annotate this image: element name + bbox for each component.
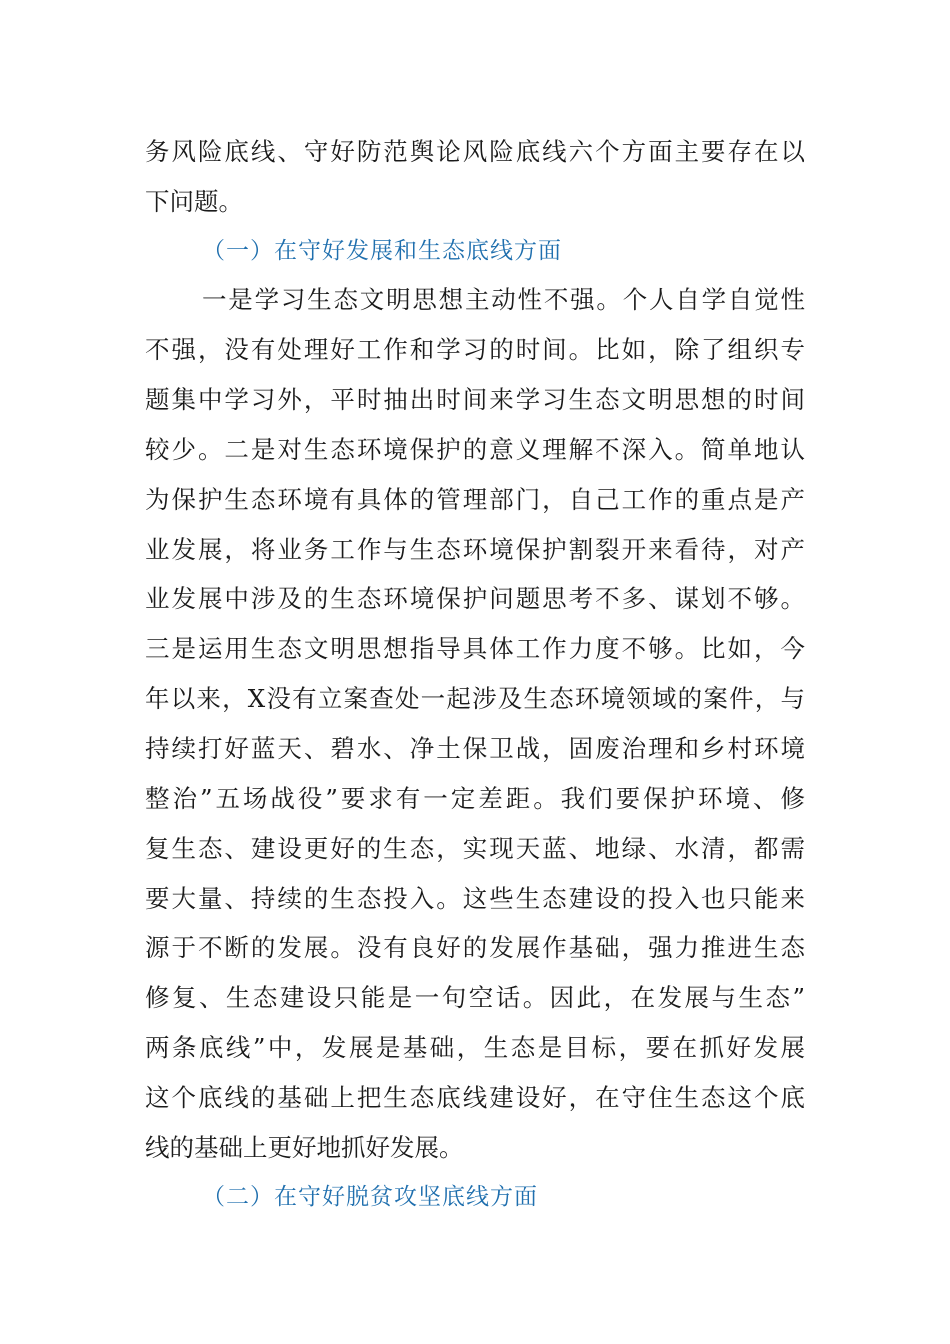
body-line-6: 较少。二是对生态环境保护的意义理解不深入。简单地认 [145,435,805,464]
body-line-16: 源于不断的发展。没有良好的发展作基础，强力推进生态 [145,933,805,962]
body-line-4: 不强，没有处理好工作和学习的时间。比如，除了组织专 [145,335,805,364]
body-line-2: 下问题。 [145,187,243,216]
section-heading-1: （一）在守好发展和生态底线方面 [202,238,562,264]
section-heading-2: （二）在守好脱贫攻坚底线方面 [202,1184,538,1210]
body-line-8: 业发展，将业务工作与生态环境保护割裂开来看待，对产 [145,535,805,564]
body-line-14: 复生态、建设更好的生态，实现天蓝、地绿、水清，都需 [145,834,805,863]
body-line-5: 题集中学习外，平时抽出时间来学习生态文明思想的时间 [145,385,805,414]
body-line-18: 两条底线”中，发展是基础，生态是目标，要在抓好发展 [145,1033,805,1062]
body-line-17: 修复、生态建设只能是一句空话。因此，在发展与生态” [145,983,805,1012]
body-line-19: 这个底线的基础上把生态底线建设好，在守住生态这个底 [145,1083,805,1112]
body-line-15: 要大量、持续的生态投入。这些生态建设的投入也只能来 [145,884,805,913]
body-line-1: 务风险底线、守好防范舆论风险底线六个方面主要存在以 [145,137,805,166]
body-line-13: 整治”五场战役”要求有一定差距。我们要保护环境、修 [145,784,805,813]
body-line-20: 线的基础上更好地抓好发展。 [145,1133,464,1162]
body-line-12: 持续打好蓝天、碧水、净土保卫战，固废治理和乡村环境 [145,734,805,763]
body-line-9: 业发展中涉及的生态环境保护问题思考不多、谋划不够。 [145,584,805,613]
body-line-3: 一是学习生态文明思想主动性不强。个人自学自觉性 [202,285,805,314]
body-line-7: 为保护生态环境有具体的管理部门，自己工作的重点是产 [145,485,805,514]
body-line-10: 三是运用生态文明思想指导具体工作力度不够。比如，今 [145,634,805,663]
body-line-11: 年以来，X没有立案查处一起涉及生态环境领域的案件，与 [145,684,805,713]
